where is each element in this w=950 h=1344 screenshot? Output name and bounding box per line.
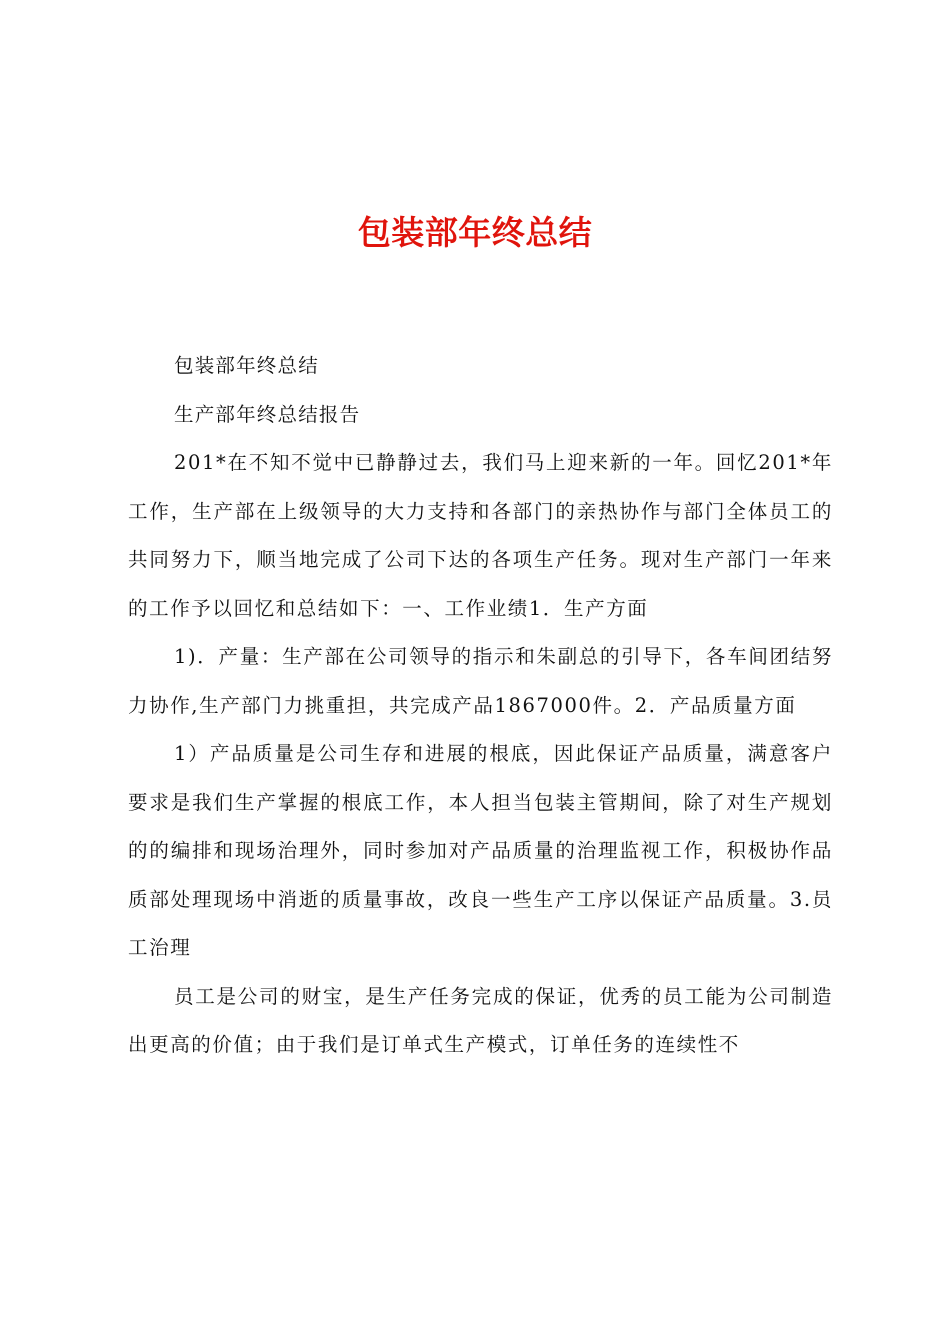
paragraph-quality: 1）产品质量是公司生存和进展的根底，因此保证产品质量，满意客户要求是我们生产掌握的根底工作，本人担当包装主管期间，除了对生产规划的的编排和现场治理外，同时参加对产品质量的治理监视工作，积极协作品质部处理现场中消逝的质量事故，改良一些生产工序以保证产品质量。3.员工治理: [128, 742, 833, 959]
paragraph-intro: 201*在不知不觉中已静静过去，我们马上迎来新的一年。回忆201*年工作，生产部在上级领导的大力支持和各部门的亲热协作与部门全体员工的共同努力下，顺当地完成了公司下达的各项生产任务。现对生产部门一年来的工作予以回忆和总结如下：一、工作业绩1．生产方面: [128, 451, 833, 620]
document-body: [128, 342, 833, 1070]
document-title: 包装部年终总结: [357, 213, 593, 252]
paragraph-output: 1)．产量：生产部在公司领导的指示和朱副总的引导下，各车间团结努力协作,生产部门力挑重担，共完成产品1867000件。2．产品质量方面: [128, 645, 833, 717]
paragraph-report-title: 生产部年终总结报告: [174, 402, 361, 426]
paragraph-subtitle: 包装部年终总结: [174, 354, 319, 377]
paragraph-staff: 员工是公司的财宝，是生产任务完成的保证，优秀的员工能为公司制造出更高的价值；由于我们是订单式生产模式，订单任务的连续性不: [128, 984, 833, 1056]
